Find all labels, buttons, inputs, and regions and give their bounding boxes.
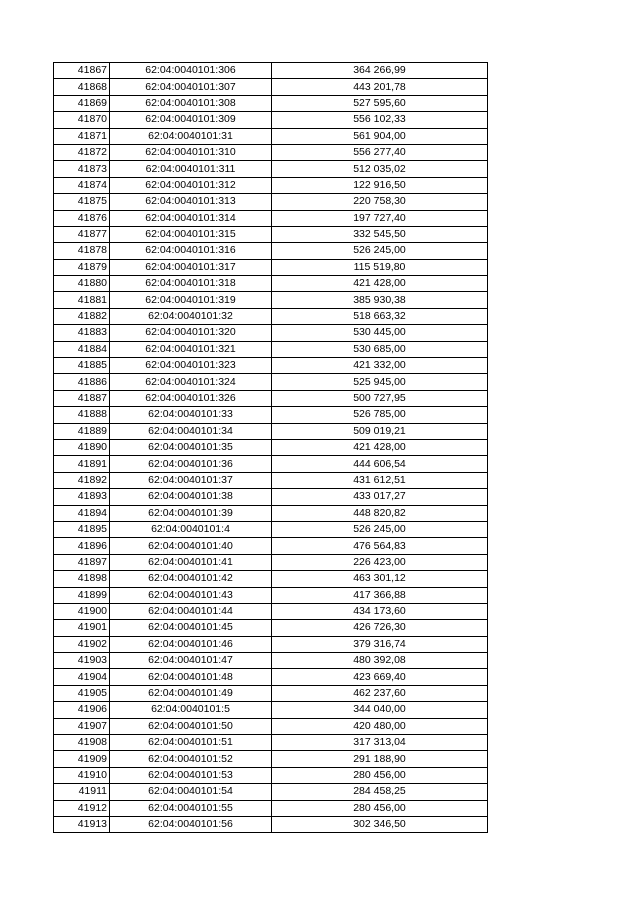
table-row	[54, 784, 488, 800]
cadastral-value-cell: 226 423,00	[272, 554, 488, 570]
cadastral-value-cell: 480 392,08	[272, 653, 488, 669]
table-row	[54, 276, 488, 292]
cadastral-number-cell: 62:04:0040101:316	[110, 243, 272, 259]
cadastral-number-cell: 62:04:0040101:34	[110, 423, 272, 439]
cadastral-value-cell: 527 595,60	[272, 95, 488, 111]
cadastral-number-cell: 62:04:0040101:319	[110, 292, 272, 308]
cadastral-value-cell: 421 332,00	[272, 358, 488, 374]
cadastral-number-cell: 62:04:0040101:306	[110, 63, 272, 79]
row-number-cell: 41903	[54, 653, 110, 669]
cadastral-number-cell: 62:04:0040101:4	[110, 521, 272, 537]
cadastral-number-cell: 62:04:0040101:40	[110, 538, 272, 554]
table-row	[54, 390, 488, 406]
cadastral-number-cell: 62:04:0040101:55	[110, 800, 272, 816]
cadastral-number-cell: 62:04:0040101:45	[110, 620, 272, 636]
table-row	[54, 161, 488, 177]
cadastral-value-cell: 526 245,00	[272, 521, 488, 537]
cadastral-number-cell: 62:04:0040101:312	[110, 177, 272, 193]
cadastral-value-cell: 526 785,00	[272, 407, 488, 423]
table-row	[54, 439, 488, 455]
cadastral-value-cell: 431 612,51	[272, 472, 488, 488]
cadastral-number-cell: 62:04:0040101:311	[110, 161, 272, 177]
row-number-cell: 41888	[54, 407, 110, 423]
table-row	[54, 735, 488, 751]
cadastral-value-cell: 509 019,21	[272, 423, 488, 439]
cadastral-value-cell: 462 237,60	[272, 685, 488, 701]
row-number-cell: 41908	[54, 735, 110, 751]
cadastral-number-cell: 62:04:0040101:321	[110, 341, 272, 357]
cadastral-number-cell: 62:04:0040101:48	[110, 669, 272, 685]
table-row	[54, 538, 488, 554]
table-row	[54, 341, 488, 357]
table-row	[54, 128, 488, 144]
row-number-cell: 41899	[54, 587, 110, 603]
cadastral-value-cell: 443 201,78	[272, 79, 488, 95]
cadastral-number-cell: 62:04:0040101:32	[110, 308, 272, 324]
cadastral-value-cell: 122 916,50	[272, 177, 488, 193]
table-row	[54, 489, 488, 505]
row-number-cell: 41875	[54, 194, 110, 210]
cadastral-value-cell: 115 519,80	[272, 259, 488, 275]
cadastral-number-cell: 62:04:0040101:320	[110, 325, 272, 341]
row-number-cell: 41879	[54, 259, 110, 275]
table-row	[54, 718, 488, 734]
document-page	[53, 62, 488, 833]
cadastral-value-cell: 433 017,27	[272, 489, 488, 505]
cadastral-number-cell: 62:04:0040101:54	[110, 784, 272, 800]
cadastral-value-cell: 530 685,00	[272, 341, 488, 357]
row-number-cell: 41901	[54, 620, 110, 636]
cadastral-value-cell: 561 904,00	[272, 128, 488, 144]
row-number-cell: 41876	[54, 210, 110, 226]
table-row	[54, 702, 488, 718]
cadastral-value-cell: 426 726,30	[272, 620, 488, 636]
table-row	[54, 620, 488, 636]
cadastral-value-cell: 317 313,04	[272, 735, 488, 751]
cadastral-value-cell: 421 428,00	[272, 276, 488, 292]
cadastral-number-cell: 62:04:0040101:56	[110, 816, 272, 832]
row-number-cell: 41869	[54, 95, 110, 111]
cadastral-value-cell: 518 663,32	[272, 308, 488, 324]
table-row	[54, 374, 488, 390]
cadastral-value-cell: 332 545,50	[272, 226, 488, 242]
table-row	[54, 210, 488, 226]
cadastral-number-cell: 62:04:0040101:5	[110, 702, 272, 718]
table-row	[54, 603, 488, 619]
cadastral-number-cell: 62:04:0040101:42	[110, 571, 272, 587]
row-number-cell: 41889	[54, 423, 110, 439]
cadastral-number-cell: 62:04:0040101:41	[110, 554, 272, 570]
cadastral-value-cell: 364 266,99	[272, 63, 488, 79]
cadastral-number-cell: 62:04:0040101:51	[110, 735, 272, 751]
cadastral-number-cell: 62:04:0040101:44	[110, 603, 272, 619]
table-row	[54, 456, 488, 472]
cadastral-number-cell: 62:04:0040101:36	[110, 456, 272, 472]
cadastral-number-cell: 62:04:0040101:310	[110, 144, 272, 160]
cadastral-number-cell: 62:04:0040101:38	[110, 489, 272, 505]
cadastral-number-cell: 62:04:0040101:33	[110, 407, 272, 423]
row-number-cell: 41886	[54, 374, 110, 390]
row-number-cell: 41884	[54, 341, 110, 357]
row-number-cell: 41878	[54, 243, 110, 259]
table-row	[54, 325, 488, 341]
row-number-cell: 41904	[54, 669, 110, 685]
table-row	[54, 112, 488, 128]
table-row	[54, 653, 488, 669]
table-row	[54, 292, 488, 308]
table-row	[54, 521, 488, 537]
cadastral-value-cell: 526 245,00	[272, 243, 488, 259]
row-number-cell: 41911	[54, 784, 110, 800]
row-number-cell: 41910	[54, 767, 110, 783]
cadastral-value-cell: 500 727,95	[272, 390, 488, 406]
table-row	[54, 226, 488, 242]
cadastral-number-cell: 62:04:0040101:37	[110, 472, 272, 488]
table-row	[54, 358, 488, 374]
cadastral-value-cell: 463 301,12	[272, 571, 488, 587]
cadastral-number-cell: 62:04:0040101:49	[110, 685, 272, 701]
cadastral-number-cell: 62:04:0040101:43	[110, 587, 272, 603]
table-row	[54, 587, 488, 603]
cadastral-number-cell: 62:04:0040101:313	[110, 194, 272, 210]
cadastral-number-cell: 62:04:0040101:307	[110, 79, 272, 95]
table-row	[54, 816, 488, 832]
row-number-cell: 41892	[54, 472, 110, 488]
table-row	[54, 800, 488, 816]
row-number-cell: 41871	[54, 128, 110, 144]
row-number-cell: 41877	[54, 226, 110, 242]
row-number-cell: 41895	[54, 521, 110, 537]
row-number-cell: 41873	[54, 161, 110, 177]
row-number-cell: 41894	[54, 505, 110, 521]
table-row	[54, 79, 488, 95]
cadastral-value-cell: 448 820,82	[272, 505, 488, 521]
cadastral-value-cell: 556 102,33	[272, 112, 488, 128]
table-row	[54, 259, 488, 275]
cadastral-value-cell: 476 564,83	[272, 538, 488, 554]
row-number-cell: 41897	[54, 554, 110, 570]
table-row	[54, 243, 488, 259]
table-row	[54, 144, 488, 160]
cadastral-number-cell: 62:04:0040101:50	[110, 718, 272, 734]
cadastral-number-cell: 62:04:0040101:315	[110, 226, 272, 242]
cadastral-number-cell: 62:04:0040101:308	[110, 95, 272, 111]
cadastral-value-cell: 385 930,38	[272, 292, 488, 308]
table-row	[54, 95, 488, 111]
table-row	[54, 751, 488, 767]
cadastral-value-cell: 423 669,40	[272, 669, 488, 685]
row-number-cell: 41902	[54, 636, 110, 652]
table-row	[54, 472, 488, 488]
row-number-cell: 41874	[54, 177, 110, 193]
row-number-cell: 41891	[54, 456, 110, 472]
row-number-cell: 41880	[54, 276, 110, 292]
table-row	[54, 63, 488, 79]
table-row	[54, 505, 488, 521]
row-number-cell: 41887	[54, 390, 110, 406]
cadastral-number-cell: 62:04:0040101:39	[110, 505, 272, 521]
row-number-cell: 41905	[54, 685, 110, 701]
cadastral-value-cell: 344 040,00	[272, 702, 488, 718]
row-number-cell: 41883	[54, 325, 110, 341]
cadastral-value-cell: 280 456,00	[272, 767, 488, 783]
cadastral-value-cell: 291 188,90	[272, 751, 488, 767]
table-row	[54, 177, 488, 193]
table-row	[54, 767, 488, 783]
cadastral-value-cell: 420 480,00	[272, 718, 488, 734]
table-row	[54, 669, 488, 685]
row-number-cell: 41906	[54, 702, 110, 718]
cadastral-number-cell: 62:04:0040101:318	[110, 276, 272, 292]
table-row	[54, 308, 488, 324]
table-row	[54, 685, 488, 701]
table-row	[54, 194, 488, 210]
row-number-cell: 41882	[54, 308, 110, 324]
cadastral-value-table	[53, 62, 488, 833]
row-number-cell: 41881	[54, 292, 110, 308]
row-number-cell: 41872	[54, 144, 110, 160]
cadastral-value-cell: 280 456,00	[272, 800, 488, 816]
cadastral-value-cell: 421 428,00	[272, 439, 488, 455]
table-row	[54, 423, 488, 439]
cadastral-value-cell: 220 758,30	[272, 194, 488, 210]
row-number-cell: 41912	[54, 800, 110, 816]
cadastral-value-cell: 302 346,50	[272, 816, 488, 832]
cadastral-value-cell: 197 727,40	[272, 210, 488, 226]
row-number-cell: 41868	[54, 79, 110, 95]
row-number-cell: 41907	[54, 718, 110, 734]
cadastral-number-cell: 62:04:0040101:323	[110, 358, 272, 374]
cadastral-value-cell: 284 458,25	[272, 784, 488, 800]
cadastral-value-cell: 379 316,74	[272, 636, 488, 652]
row-number-cell: 41909	[54, 751, 110, 767]
cadastral-value-cell: 530 445,00	[272, 325, 488, 341]
cadastral-number-cell: 62:04:0040101:309	[110, 112, 272, 128]
cadastral-value-cell: 434 173,60	[272, 603, 488, 619]
cadastral-number-cell: 62:04:0040101:35	[110, 439, 272, 455]
cadastral-number-cell: 62:04:0040101:52	[110, 751, 272, 767]
cadastral-number-cell: 62:04:0040101:324	[110, 374, 272, 390]
cadastral-number-cell: 62:04:0040101:31	[110, 128, 272, 144]
row-number-cell: 41898	[54, 571, 110, 587]
cadastral-value-cell: 417 366,88	[272, 587, 488, 603]
table-row	[54, 554, 488, 570]
cadastral-number-cell: 62:04:0040101:53	[110, 767, 272, 783]
cadastral-number-cell: 62:04:0040101:47	[110, 653, 272, 669]
row-number-cell: 41913	[54, 816, 110, 832]
table-row	[54, 407, 488, 423]
table-body	[54, 63, 488, 833]
cadastral-value-cell: 512 035,02	[272, 161, 488, 177]
cadastral-number-cell: 62:04:0040101:317	[110, 259, 272, 275]
table-row	[54, 571, 488, 587]
cadastral-value-cell: 525 945,00	[272, 374, 488, 390]
row-number-cell: 41870	[54, 112, 110, 128]
table-row	[54, 636, 488, 652]
cadastral-number-cell: 62:04:0040101:314	[110, 210, 272, 226]
row-number-cell: 41867	[54, 63, 110, 79]
cadastral-number-cell: 62:04:0040101:326	[110, 390, 272, 406]
row-number-cell: 41893	[54, 489, 110, 505]
cadastral-value-cell: 556 277,40	[272, 144, 488, 160]
cadastral-value-cell: 444 606,54	[272, 456, 488, 472]
row-number-cell: 41896	[54, 538, 110, 554]
row-number-cell: 41890	[54, 439, 110, 455]
cadastral-number-cell: 62:04:0040101:46	[110, 636, 272, 652]
row-number-cell: 41885	[54, 358, 110, 374]
row-number-cell: 41900	[54, 603, 110, 619]
